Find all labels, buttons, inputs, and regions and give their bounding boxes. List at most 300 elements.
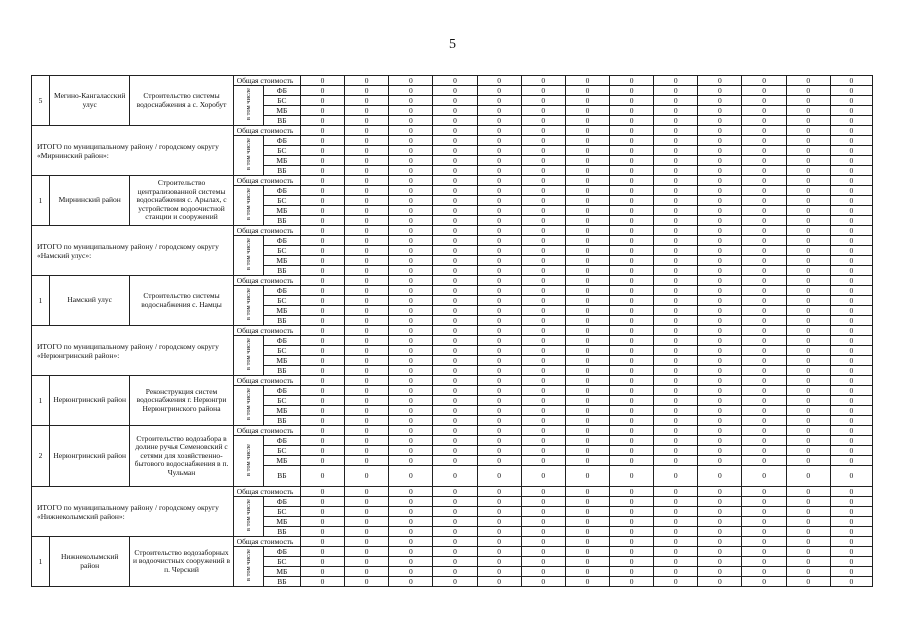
value-cell: 0 bbox=[565, 396, 609, 406]
value-cell: 0 bbox=[698, 86, 742, 96]
value-cell: 0 bbox=[742, 86, 786, 96]
value-cell: 0 bbox=[565, 96, 609, 106]
value-cell: 0 bbox=[300, 456, 344, 466]
value-cell: 0 bbox=[610, 326, 654, 336]
fund-type: БС bbox=[263, 246, 300, 256]
value-cell: 0 bbox=[742, 456, 786, 466]
including-label-cell bbox=[233, 386, 263, 426]
value-cell: 0 bbox=[742, 386, 786, 396]
value-cell: 0 bbox=[521, 326, 565, 336]
value-cell: 0 bbox=[610, 537, 654, 547]
value-cell: 0 bbox=[345, 416, 389, 426]
including-label-cell bbox=[233, 436, 263, 487]
value-cell: 0 bbox=[521, 396, 565, 406]
value-cell: 0 bbox=[698, 497, 742, 507]
fund-type: МБ bbox=[263, 406, 300, 416]
fund-type: БС bbox=[263, 507, 300, 517]
value-cell: 0 bbox=[610, 466, 654, 487]
value-cell: 0 bbox=[477, 116, 521, 126]
value-cell: 0 bbox=[433, 256, 477, 266]
value-cell: 0 bbox=[830, 497, 872, 507]
value-cell: 0 bbox=[345, 356, 389, 366]
value-cell: 0 bbox=[565, 436, 609, 446]
value-cell: 0 bbox=[786, 497, 830, 507]
value-cell: 0 bbox=[610, 296, 654, 306]
value-cell: 0 bbox=[300, 366, 344, 376]
value-cell: 0 bbox=[477, 306, 521, 316]
value-cell: 0 bbox=[654, 497, 698, 507]
value-cell: 0 bbox=[521, 336, 565, 346]
value-cell: 0 bbox=[654, 116, 698, 126]
value-cell: 0 bbox=[389, 426, 433, 436]
value-cell: 0 bbox=[786, 537, 830, 547]
value-cell: 0 bbox=[610, 527, 654, 537]
value-cell: 0 bbox=[830, 236, 872, 246]
value-cell: 0 bbox=[830, 256, 872, 266]
value-cell: 0 bbox=[565, 487, 609, 497]
table-row bbox=[32, 326, 873, 336]
including-label: в том числе bbox=[244, 388, 252, 421]
fund-type: МБ bbox=[263, 306, 300, 316]
value-cell: 0 bbox=[300, 577, 344, 587]
including-label: в том числе bbox=[244, 499, 252, 532]
value-cell: 0 bbox=[654, 216, 698, 226]
value-cell: 0 bbox=[433, 186, 477, 196]
value-cell: 0 bbox=[830, 356, 872, 366]
fund-type: ВБ bbox=[263, 216, 300, 226]
value-cell: 0 bbox=[786, 226, 830, 236]
value-cell: 0 bbox=[300, 567, 344, 577]
value-cell: 0 bbox=[565, 567, 609, 577]
value-cell: 0 bbox=[698, 356, 742, 366]
value-cell: 0 bbox=[610, 306, 654, 316]
value-cell: 0 bbox=[742, 316, 786, 326]
value-cell: 0 bbox=[477, 296, 521, 306]
value-cell: 0 bbox=[433, 216, 477, 226]
value-cell: 0 bbox=[433, 446, 477, 456]
value-cell: 0 bbox=[477, 96, 521, 106]
page-number: 5 bbox=[449, 37, 456, 52]
value-cell: 0 bbox=[521, 126, 565, 136]
value-cell: 0 bbox=[345, 527, 389, 537]
table-row bbox=[32, 537, 873, 547]
value-cell: 0 bbox=[389, 436, 433, 446]
value-cell: 0 bbox=[830, 306, 872, 316]
value-cell: 0 bbox=[477, 76, 521, 86]
value-cell: 0 bbox=[433, 126, 477, 136]
value-cell: 0 bbox=[654, 266, 698, 276]
value-cell: 0 bbox=[433, 246, 477, 256]
value-cell: 0 bbox=[786, 567, 830, 577]
value-cell: 0 bbox=[698, 557, 742, 567]
value-cell: 0 bbox=[830, 96, 872, 106]
value-cell: 0 bbox=[610, 406, 654, 416]
value-cell: 0 bbox=[654, 186, 698, 196]
value-cell: 0 bbox=[610, 86, 654, 96]
value-cell: 0 bbox=[742, 76, 786, 86]
value-cell: 0 bbox=[389, 236, 433, 246]
value-cell: 0 bbox=[521, 466, 565, 487]
value-cell: 0 bbox=[742, 406, 786, 416]
value-cell: 0 bbox=[742, 396, 786, 406]
value-cell: 0 bbox=[654, 246, 698, 256]
fund-type: БС bbox=[263, 96, 300, 106]
value-cell: 0 bbox=[477, 336, 521, 346]
value-cell: 0 bbox=[830, 206, 872, 216]
value-cell: 0 bbox=[389, 216, 433, 226]
value-cell: 0 bbox=[830, 196, 872, 206]
value-cell: 0 bbox=[742, 366, 786, 376]
value-cell: 0 bbox=[654, 487, 698, 497]
value-cell: 0 bbox=[698, 577, 742, 587]
total-cost-label: Общая стоимость bbox=[233, 426, 300, 436]
including-label: в том числе bbox=[244, 88, 252, 121]
including-label: в том числе bbox=[244, 338, 252, 371]
value-cell: 0 bbox=[786, 487, 830, 497]
value-cell: 0 bbox=[521, 456, 565, 466]
value-cell: 0 bbox=[698, 436, 742, 446]
value-cell: 0 bbox=[433, 136, 477, 146]
value-cell: 0 bbox=[345, 176, 389, 186]
value-cell: 0 bbox=[698, 466, 742, 487]
value-cell: 0 bbox=[345, 316, 389, 326]
value-cell: 0 bbox=[345, 446, 389, 456]
value-cell: 0 bbox=[477, 356, 521, 366]
value-cell: 0 bbox=[698, 156, 742, 166]
value-cell: 0 bbox=[742, 236, 786, 246]
value-cell: 0 bbox=[742, 226, 786, 236]
value-cell: 0 bbox=[830, 416, 872, 426]
value-cell: 0 bbox=[345, 246, 389, 256]
value-cell: 0 bbox=[300, 276, 344, 286]
value-cell: 0 bbox=[300, 196, 344, 206]
fund-type: ФБ bbox=[263, 547, 300, 557]
value-cell: 0 bbox=[698, 246, 742, 256]
value-cell: 0 bbox=[477, 376, 521, 386]
value-cell: 0 bbox=[389, 266, 433, 276]
including-label: в том числе bbox=[244, 288, 252, 321]
value-cell: 0 bbox=[830, 456, 872, 466]
value-cell: 0 bbox=[433, 466, 477, 487]
value-cell: 0 bbox=[610, 246, 654, 256]
value-cell: 0 bbox=[654, 126, 698, 136]
value-cell: 0 bbox=[345, 256, 389, 266]
fund-type: БС bbox=[263, 196, 300, 206]
value-cell: 0 bbox=[830, 507, 872, 517]
value-cell: 0 bbox=[565, 236, 609, 246]
value-cell: 0 bbox=[610, 156, 654, 166]
value-cell: 0 bbox=[786, 356, 830, 366]
value-cell: 0 bbox=[786, 266, 830, 276]
total-cost-label: Общая стоимость bbox=[233, 76, 300, 86]
value-cell: 0 bbox=[521, 226, 565, 236]
value-cell: 0 bbox=[698, 146, 742, 156]
value-cell: 0 bbox=[654, 356, 698, 366]
value-cell: 0 bbox=[521, 527, 565, 537]
value-cell: 0 bbox=[433, 527, 477, 537]
fund-type: ФБ bbox=[263, 286, 300, 296]
value-cell: 0 bbox=[389, 126, 433, 136]
value-cell: 0 bbox=[654, 547, 698, 557]
value-cell: 0 bbox=[654, 416, 698, 426]
value-cell: 0 bbox=[345, 517, 389, 527]
fund-type: БС bbox=[263, 296, 300, 306]
value-cell: 0 bbox=[345, 266, 389, 276]
total-cost-label: Общая стоимость bbox=[233, 126, 300, 136]
value-cell: 0 bbox=[786, 176, 830, 186]
value-cell: 0 bbox=[345, 116, 389, 126]
value-cell: 0 bbox=[477, 146, 521, 156]
table-row bbox=[32, 76, 873, 86]
value-cell: 0 bbox=[786, 507, 830, 517]
value-cell: 0 bbox=[565, 206, 609, 216]
value-cell: 0 bbox=[654, 106, 698, 116]
value-cell: 0 bbox=[433, 316, 477, 326]
value-cell: 0 bbox=[742, 286, 786, 296]
value-cell: 0 bbox=[654, 326, 698, 336]
including-label: в том числе bbox=[244, 238, 252, 271]
value-cell: 0 bbox=[698, 376, 742, 386]
total-label: ИТОГО по муниципальному району / городскому округу «Мирнинский район»: bbox=[32, 126, 234, 176]
value-cell: 0 bbox=[477, 466, 521, 487]
table-row bbox=[32, 487, 873, 497]
value-cell: 0 bbox=[477, 396, 521, 406]
total-cost-label: Общая стоимость bbox=[233, 226, 300, 236]
table-row bbox=[32, 276, 873, 286]
value-cell: 0 bbox=[345, 106, 389, 116]
value-cell: 0 bbox=[345, 206, 389, 216]
value-cell: 0 bbox=[698, 96, 742, 106]
total-label: ИТОГО по муниципальному району / городскому округу «Намский улус»: bbox=[32, 226, 234, 276]
value-cell: 0 bbox=[830, 186, 872, 196]
value-cell: 0 bbox=[698, 517, 742, 527]
value-cell: 0 bbox=[345, 306, 389, 316]
value-cell: 0 bbox=[521, 446, 565, 456]
value-cell: 0 bbox=[477, 166, 521, 176]
value-cell: 0 bbox=[698, 487, 742, 497]
value-cell: 0 bbox=[433, 547, 477, 557]
value-cell: 0 bbox=[389, 537, 433, 547]
value-cell: 0 bbox=[433, 86, 477, 96]
value-cell: 0 bbox=[433, 326, 477, 336]
value-cell: 0 bbox=[345, 156, 389, 166]
value-cell: 0 bbox=[742, 176, 786, 186]
value-cell: 0 bbox=[654, 336, 698, 346]
fund-type: ФБ bbox=[263, 497, 300, 507]
value-cell: 0 bbox=[786, 146, 830, 156]
value-cell: 0 bbox=[300, 166, 344, 176]
value-cell: 0 bbox=[654, 196, 698, 206]
value-cell: 0 bbox=[610, 196, 654, 206]
value-cell: 0 bbox=[654, 136, 698, 146]
fund-type: ФБ bbox=[263, 86, 300, 96]
including-label-cell bbox=[233, 136, 263, 176]
value-cell: 0 bbox=[389, 366, 433, 376]
value-cell: 0 bbox=[433, 236, 477, 246]
value-cell: 0 bbox=[433, 386, 477, 396]
value-cell: 0 bbox=[300, 216, 344, 226]
value-cell: 0 bbox=[565, 116, 609, 126]
value-cell: 0 bbox=[389, 396, 433, 406]
value-cell: 0 bbox=[830, 276, 872, 286]
value-cell: 0 bbox=[300, 86, 344, 96]
value-cell: 0 bbox=[698, 366, 742, 376]
value-cell: 0 bbox=[786, 156, 830, 166]
value-cell: 0 bbox=[565, 537, 609, 547]
value-cell: 0 bbox=[610, 416, 654, 426]
value-cell: 0 bbox=[477, 567, 521, 577]
value-cell: 0 bbox=[477, 236, 521, 246]
value-cell: 0 bbox=[610, 216, 654, 226]
fund-type: МБ bbox=[263, 567, 300, 577]
value-cell: 0 bbox=[565, 86, 609, 96]
value-cell: 0 bbox=[389, 76, 433, 86]
value-cell: 0 bbox=[698, 326, 742, 336]
value-cell: 0 bbox=[565, 426, 609, 436]
value-cell: 0 bbox=[565, 186, 609, 196]
value-cell: 0 bbox=[477, 176, 521, 186]
value-cell: 0 bbox=[565, 136, 609, 146]
value-cell: 0 bbox=[786, 256, 830, 266]
value-cell: 0 bbox=[389, 196, 433, 206]
value-cell: 0 bbox=[389, 416, 433, 426]
fund-type: БС bbox=[263, 446, 300, 456]
value-cell: 0 bbox=[565, 456, 609, 466]
total-cost-label: Общая стоимость bbox=[233, 376, 300, 386]
value-cell: 0 bbox=[610, 517, 654, 527]
value-cell: 0 bbox=[433, 456, 477, 466]
value-cell: 0 bbox=[521, 356, 565, 366]
value-cell: 0 bbox=[300, 527, 344, 537]
value-cell: 0 bbox=[698, 166, 742, 176]
value-cell: 0 bbox=[300, 356, 344, 366]
value-cell: 0 bbox=[830, 557, 872, 567]
value-cell: 0 bbox=[610, 126, 654, 136]
value-cell: 0 bbox=[610, 487, 654, 497]
value-cell: 0 bbox=[521, 96, 565, 106]
value-cell: 0 bbox=[433, 356, 477, 366]
value-cell: 0 bbox=[300, 446, 344, 456]
funding-table bbox=[31, 75, 873, 587]
table-row bbox=[32, 226, 873, 236]
value-cell: 0 bbox=[654, 577, 698, 587]
value-cell: 0 bbox=[742, 487, 786, 497]
value-cell: 0 bbox=[300, 336, 344, 346]
value-cell: 0 bbox=[389, 497, 433, 507]
value-cell: 0 bbox=[433, 487, 477, 497]
value-cell: 0 bbox=[786, 86, 830, 96]
value-cell: 0 bbox=[477, 226, 521, 236]
value-cell: 0 bbox=[654, 306, 698, 316]
value-cell: 0 bbox=[389, 456, 433, 466]
value-cell: 0 bbox=[610, 316, 654, 326]
value-cell: 0 bbox=[786, 186, 830, 196]
value-cell: 0 bbox=[345, 436, 389, 446]
value-cell: 0 bbox=[742, 356, 786, 366]
value-cell: 0 bbox=[786, 346, 830, 356]
value-cell: 0 bbox=[433, 537, 477, 547]
value-cell: 0 bbox=[565, 466, 609, 487]
including-label: в том числе bbox=[244, 443, 252, 477]
value-cell: 0 bbox=[610, 456, 654, 466]
value-cell: 0 bbox=[830, 86, 872, 96]
value-cell: 0 bbox=[786, 446, 830, 456]
value-cell: 0 bbox=[610, 346, 654, 356]
value-cell: 0 bbox=[654, 226, 698, 236]
value-cell: 0 bbox=[521, 426, 565, 436]
value-cell: 0 bbox=[698, 406, 742, 416]
value-cell: 0 bbox=[345, 346, 389, 356]
value-cell: 0 bbox=[433, 96, 477, 106]
value-cell: 0 bbox=[610, 276, 654, 286]
value-cell: 0 bbox=[521, 106, 565, 116]
value-cell: 0 bbox=[345, 226, 389, 236]
value-cell: 0 bbox=[830, 336, 872, 346]
value-cell: 0 bbox=[698, 426, 742, 436]
value-cell: 0 bbox=[300, 96, 344, 106]
row-number: 1 bbox=[32, 176, 50, 226]
value-cell: 0 bbox=[389, 487, 433, 497]
value-cell: 0 bbox=[654, 557, 698, 567]
value-cell: 0 bbox=[742, 196, 786, 206]
value-cell: 0 bbox=[742, 136, 786, 146]
value-cell: 0 bbox=[300, 116, 344, 126]
value-cell: 0 bbox=[786, 436, 830, 446]
value-cell: 0 bbox=[565, 246, 609, 256]
value-cell: 0 bbox=[565, 356, 609, 366]
value-cell: 0 bbox=[654, 396, 698, 406]
project-name: Строительство водозабора в долине ручья Семеновский с сетями для хозяйственно-бытового водоснабжения в п. Чульман bbox=[130, 426, 233, 487]
fund-type: МБ bbox=[263, 456, 300, 466]
value-cell: 0 bbox=[698, 446, 742, 456]
value-cell: 0 bbox=[698, 126, 742, 136]
value-cell: 0 bbox=[389, 346, 433, 356]
value-cell: 0 bbox=[389, 146, 433, 156]
value-cell: 0 bbox=[830, 426, 872, 436]
district-name: Намский улус bbox=[50, 276, 130, 326]
value-cell: 0 bbox=[433, 336, 477, 346]
value-cell: 0 bbox=[610, 256, 654, 266]
value-cell: 0 bbox=[565, 547, 609, 557]
total-label: ИТОГО по муниципальному району / городскому округу «Нижнеколымский район»: bbox=[32, 487, 234, 537]
value-cell: 0 bbox=[477, 196, 521, 206]
value-cell: 0 bbox=[300, 557, 344, 567]
value-cell: 0 bbox=[433, 416, 477, 426]
value-cell: 0 bbox=[345, 366, 389, 376]
value-cell: 0 bbox=[389, 156, 433, 166]
value-cell: 0 bbox=[654, 517, 698, 527]
value-cell: 0 bbox=[565, 146, 609, 156]
value-cell: 0 bbox=[742, 376, 786, 386]
fund-type: МБ bbox=[263, 156, 300, 166]
value-cell: 0 bbox=[786, 126, 830, 136]
value-cell: 0 bbox=[477, 316, 521, 326]
value-cell: 0 bbox=[830, 136, 872, 146]
value-cell: 0 bbox=[742, 256, 786, 266]
value-cell: 0 bbox=[742, 567, 786, 577]
value-cell: 0 bbox=[698, 456, 742, 466]
including-label: в том числе bbox=[244, 549, 252, 582]
value-cell: 0 bbox=[300, 236, 344, 246]
value-cell: 0 bbox=[830, 166, 872, 176]
value-cell: 0 bbox=[389, 166, 433, 176]
value-cell: 0 bbox=[345, 537, 389, 547]
value-cell: 0 bbox=[742, 146, 786, 156]
value-cell: 0 bbox=[654, 346, 698, 356]
row-number: 2 bbox=[32, 426, 50, 487]
value-cell: 0 bbox=[345, 166, 389, 176]
fund-type: МБ bbox=[263, 356, 300, 366]
